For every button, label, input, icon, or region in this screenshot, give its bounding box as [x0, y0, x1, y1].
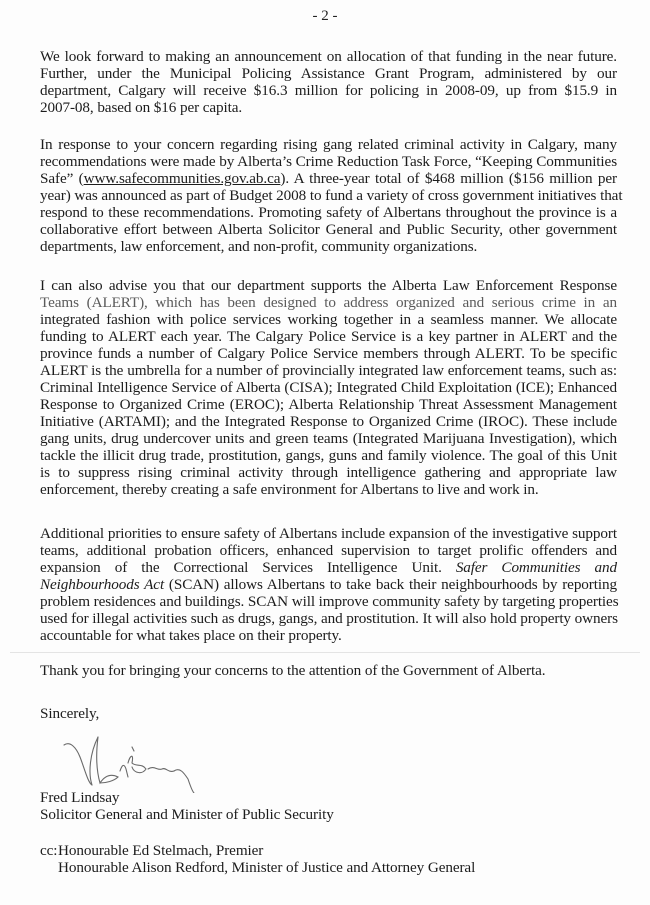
text-line: recommendations were made by Alberta’s Crime Reduction Task Force, “Keeping Communities	[40, 153, 617, 170]
signatory-name: Fred Lindsay	[40, 789, 120, 806]
safecommunities-link[interactable]: www.safecommunities.gov.ab.ca	[83, 170, 281, 187]
text-line: I can also advise you that our department supports the Alberta Law Enforcement Response	[40, 277, 617, 294]
text-line: 2007-08, based on $16 per capita.	[40, 99, 243, 116]
text-fragment: expansion of the Correctional Services Intelligence Unit.	[40, 559, 456, 576]
text-line: tackle the illicit drug trade, prostitution, gangs, guns and family violence. The goal of this Unit	[40, 447, 617, 464]
scan-artifact	[10, 652, 640, 653]
text-line: teams, additional probation officers, enhanced supervision to target prolific offenders and	[40, 542, 617, 559]
text-line: department, Calgary will receive $16.3 million for policing in 2008-09, up from $15.9 in	[40, 82, 617, 99]
text-line: Additional priorities to ensure safety of Albertans include expansion of the investigative support	[40, 525, 617, 542]
text-line: ALERT is the umbrella for a number of provincially integrated law enforcement teams, such as:	[40, 362, 617, 379]
text-line: is to suppress rising criminal activity through intelligence gathering and appropriate law	[40, 464, 617, 481]
text-line: We look forward to making an announcement on allocation of that funding in the near future.	[40, 48, 617, 65]
act-title-fragment: Safer Communities and	[455, 559, 617, 576]
text-line: Response to Organized Crime (EROC); Alberta Relationship Threat Assessment Management	[40, 396, 617, 413]
text-line: funding to ALERT each year. The Calgary Police Service is a key partner in ALERT and the	[40, 328, 617, 345]
text-line: Criminal Intelligence Service of Alberta (CISA); Integrated Child Exploitation (ICE); Enhanced	[40, 379, 617, 396]
cc-recipient: Honourable Alison Redford, Minister of Justice and Attorney General	[58, 859, 476, 876]
text-line	[40, 559, 617, 577]
signatory-title: Solicitor General and Minister of Public Security	[40, 806, 334, 823]
valediction: Sincerely,	[40, 705, 100, 722]
text-line: year) was announced as part of Budget 2008 to fund a variety of cross government initiatives that	[40, 187, 623, 204]
cc-label: cc:	[40, 842, 58, 859]
page-number: - 2 -	[312, 8, 338, 24]
text-fragment: ). A three-year total of $468 million ($156 million per	[280, 170, 617, 187]
text-line: departments, law enforcement, and non-profit, community organizations.	[40, 238, 478, 255]
text-line: Teams (ALERT), which has been designed to address organized and serious crime in an	[40, 294, 617, 311]
text-fragment: (SCAN) allows Albertans to take back their neighbourhoods by reporting	[164, 576, 617, 593]
text-line: Initiative (ARTAMI); and the Integrated Response to Organized Crime (IROC). These include	[40, 413, 617, 430]
text-line: collaborative effort between Alberta Solicitor General and Public Security, other government	[40, 221, 617, 238]
text-line	[40, 576, 617, 594]
closing-thanks: Thank you for bringing your concerns to the attention of the Government of Alberta.	[40, 662, 546, 679]
text-line: Further, under the Municipal Policing Assistance Grant Program, administered by our	[40, 65, 617, 82]
text-line: accountable for what takes place on their property.	[40, 627, 342, 644]
text-line: problem residences and buildings. SCAN will improve community safety by targeting properties	[40, 593, 619, 610]
text-line: respond to these recommendations. Promoting safety of Albertans throughout the province is a	[40, 204, 617, 221]
text-line	[40, 170, 617, 188]
text-line: gang units, drug undercover units and green teams (Integrated Marijuana Investigation), which	[40, 430, 617, 447]
text-fragment: Safe” (	[40, 170, 84, 187]
signature-image	[62, 733, 212, 793]
act-title-fragment: Neighbourhoods Act	[40, 576, 165, 593]
cc-recipient: Honourable Ed Stelmach, Premier	[58, 842, 264, 859]
text-line: enforcement, thereby creating a safe environment for Albertans to live and work in.	[40, 481, 539, 498]
text-line: In response to your concern regarding rising gang related criminal activity in Calgary, many	[40, 136, 617, 153]
text-line: used for illegal activities such as drugs, gangs, and prostitution. It will also hold property owners	[40, 610, 618, 627]
text-line: integrated fashion with police services working together in a seamless manner. We allocate	[40, 311, 617, 328]
text-line: province funds a number of Calgary Police Service members through ALERT. To be specific	[40, 345, 617, 362]
